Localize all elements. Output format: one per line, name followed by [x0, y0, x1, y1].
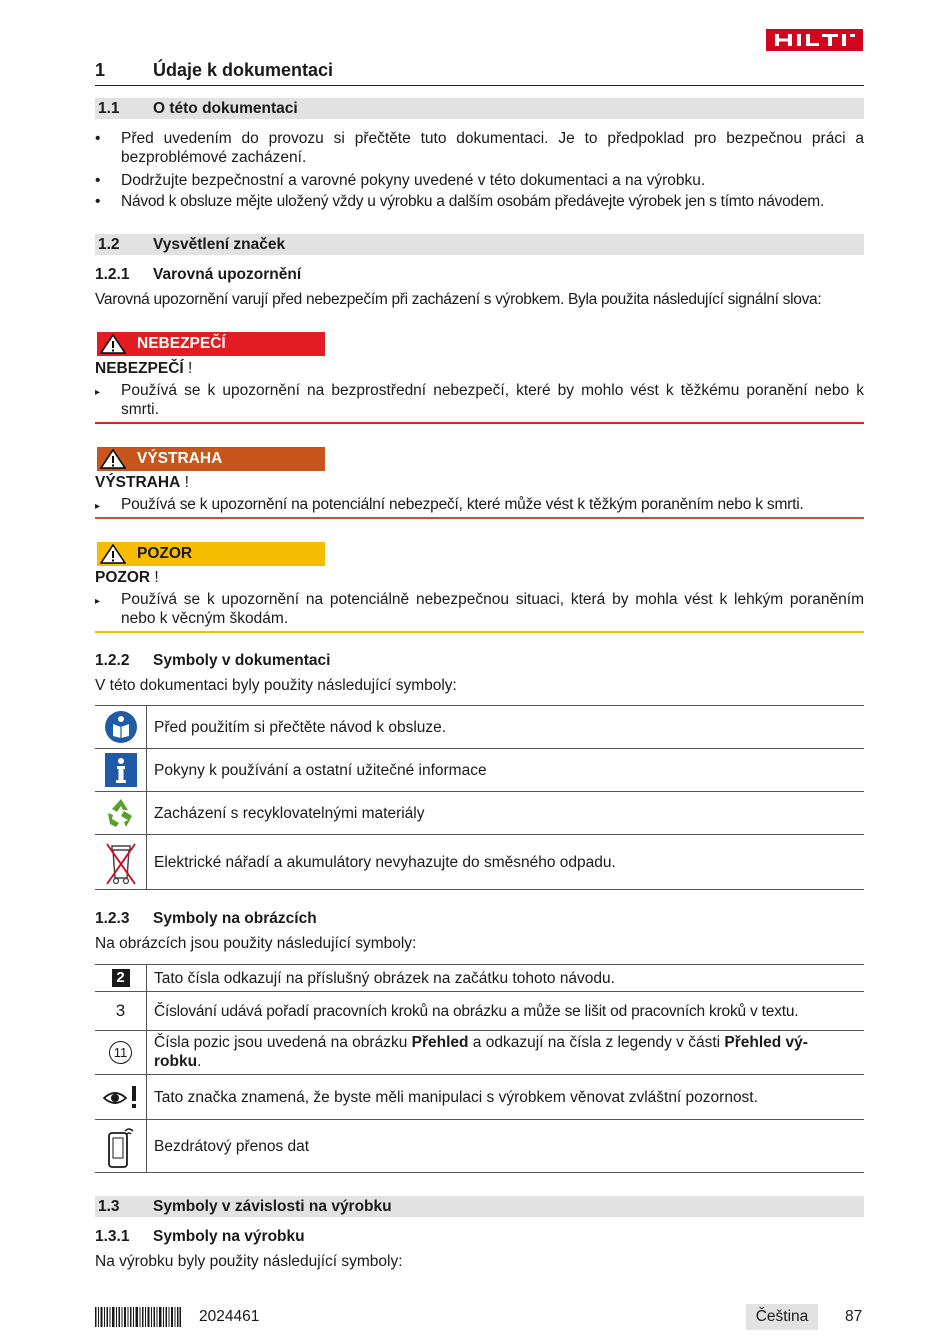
table-row	[95, 1030, 864, 1074]
table-cell-text	[154, 1031, 844, 1074]
page-number: 87	[845, 1308, 863, 1325]
subsection-heading-1-3-1	[95, 1227, 864, 1247]
signal-divider-warning	[95, 517, 864, 519]
table-row	[95, 1119, 864, 1173]
table-row	[95, 991, 864, 1030]
signal-suffix: !	[183, 360, 193, 377]
chapter-heading	[95, 60, 864, 86]
signal-word-line	[95, 568, 864, 587]
barcode-icon	[95, 1307, 181, 1327]
step-number: 3	[115, 1001, 126, 1020]
position-number-cell	[95, 1031, 147, 1074]
table-cell-text: Před použitím si přečtěte návod k obsluze.	[154, 718, 447, 736]
warning-triangle-icon	[100, 544, 126, 564]
intro-text: Varovná upozornění varují před nebezpečím při zacházení s výrobkem. Byla použita následující signální slova:	[95, 291, 822, 308]
warning-triangle-icon	[100, 334, 126, 354]
intro-text: Na výrobku byly použity následující symboly:	[95, 1253, 403, 1270]
arrow-bullet: ▸	[95, 596, 101, 607]
wireless-transfer-icon	[95, 1120, 147, 1173]
subsection-heading-1-2-3	[95, 909, 864, 929]
subsection-heading-1-2-1	[95, 265, 864, 285]
signal-description	[95, 495, 864, 514]
table-bottom-border	[95, 1172, 864, 1173]
subsection-number: 1.2.3	[95, 910, 130, 927]
signal-word: NEBEZPEČÍ	[95, 360, 184, 377]
arrow-bullet: ▸	[95, 387, 101, 398]
section-number: 1.3	[98, 1198, 120, 1215]
list-item	[95, 192, 864, 211]
recycling-icon	[95, 792, 147, 834]
warning-triangle-icon	[100, 449, 126, 469]
chapter-number: 1	[95, 60, 106, 80]
subsection-number: 1.2.2	[95, 652, 130, 669]
symbols-table-figures	[95, 964, 864, 1172]
signal-description-text: Používá se k upozornění na bezprostřední nebezpečí, které by mohlo vést k těžkému poranění nebo k smrti.	[121, 382, 864, 418]
list-item	[95, 129, 864, 167]
table-row	[95, 834, 864, 890]
list-item-text: Před uvedením do provozu si přečtěte tuto dokumentaci. Je to předpoklad pro bezpečnou práci a bezproblémové zacházení.	[121, 130, 864, 166]
list-item-text: Návod k obsluze mějte uložený vždy u výrobku a dalším osobám předávejte výrobek jen s tímto návodem.	[121, 193, 825, 210]
intro-text: Na obrázcích jsou použity následující symboly:	[95, 935, 417, 952]
crossed-bin-icon	[95, 835, 147, 890]
symbols-table-documentation	[95, 705, 864, 889]
section-title: O této dokumentaci	[153, 100, 298, 117]
subsection-title: Symboly na výrobku	[153, 1228, 305, 1245]
text-run: a odkazují na čísla z legendy v části	[468, 1034, 725, 1051]
list-item-text: Dodržujte bezpečnostní a varovné pokyny uvedené v této dokumentaci a na výrobku.	[121, 172, 706, 189]
signal-label-warning	[97, 447, 325, 471]
section-title: Symboly v závislosti na výrobku	[153, 1198, 392, 1215]
signal-label-caution	[97, 542, 325, 566]
table-bottom-border	[95, 889, 864, 890]
position-number-circle: 11	[109, 1041, 132, 1064]
signal-label-text: NEBEZPEČÍ	[137, 335, 226, 352]
signal-label-text: POZOR	[137, 545, 193, 562]
bullet: •	[95, 130, 101, 147]
bold-term: Přehled vý-	[724, 1034, 808, 1051]
section-heading-1-3	[95, 1196, 864, 1217]
table-cell-text: Číslování udává pořadí pracovních kroků na obrázku a může se lišit od pracovních kroků v textu.	[154, 1002, 799, 1020]
table-row	[95, 705, 864, 748]
arrow-bullet: ▸	[95, 501, 101, 512]
section-heading-1-1	[95, 98, 864, 119]
signal-divider-caution	[95, 631, 864, 633]
chapter-title: Údaje k dokumentaci	[153, 60, 334, 80]
list-item	[95, 171, 864, 190]
figure-number-cell	[95, 965, 147, 991]
table-cell-text: Zacházení s recyklovatelnými materiály	[154, 804, 425, 822]
info-icon	[95, 749, 147, 791]
step-number-cell	[95, 992, 147, 1030]
table-cell-text: Tato značka znamená, že byste měli manipulaci s výrobkem věnovat zvláštní pozornost.	[154, 1088, 758, 1106]
text-run: Čísla pozic jsou uvedená na obrázku	[154, 1034, 412, 1051]
attention-eye-icon	[95, 1075, 147, 1119]
subsection-number: 1.2.1	[95, 266, 130, 283]
text-run: .	[197, 1053, 202, 1070]
table-row	[95, 791, 864, 834]
table-cell-text: Elektrické nářadí a akumulátory nevyhazujte do směsného odpadu.	[154, 854, 616, 871]
table-row	[95, 964, 864, 991]
table-row	[95, 748, 864, 791]
table-cell-text: Tato čísla odkazují na příslušný obrázek na začátku tohoto návodu.	[154, 969, 615, 987]
section-title: Vysvětlení značek	[153, 236, 286, 253]
signal-word: POZOR	[95, 569, 151, 586]
signal-suffix: !	[150, 569, 159, 586]
bullet: •	[95, 193, 101, 210]
table-cell-text: Bezdrátový přenos dat	[154, 1138, 310, 1155]
signal-description-text: Používá se k upozornění na potenciální nebezpečí, které může vést k těžkým poraněním nebo k smrti.	[121, 496, 804, 513]
document-number: 2024461	[199, 1308, 260, 1325]
bullet: •	[95, 172, 101, 189]
bold-term: robku	[154, 1053, 198, 1070]
intro-text: V této dokumentaci byly použity následující symboly:	[95, 677, 457, 694]
table-row	[95, 1074, 864, 1119]
figure-number-badge: 2	[112, 969, 130, 987]
signal-word-line	[95, 359, 864, 378]
subsection-title: Varovná upozornění	[153, 266, 302, 283]
subsection-number: 1.3.1	[95, 1228, 130, 1245]
signal-label-danger	[97, 332, 325, 356]
section-heading-1-2	[95, 234, 864, 255]
bold-term: Přehled	[411, 1034, 469, 1051]
signal-word-line	[95, 473, 864, 492]
signal-label-text: VÝSTRAHA	[137, 450, 223, 467]
signal-description	[95, 381, 864, 419]
signal-description	[95, 590, 864, 628]
signal-suffix: !	[180, 474, 189, 491]
signal-divider-danger	[95, 422, 864, 424]
section-number: 1.2	[98, 236, 120, 253]
subsection-title: Symboly na obrázcích	[153, 910, 317, 927]
subsection-heading-1-2-2	[95, 651, 864, 671]
hilti-logo	[766, 29, 863, 51]
language-label: Čeština	[746, 1304, 818, 1330]
signal-description-text: Používá se k upozornění na potenciálně nebezpečnou situaci, která by mohla vést k lehkým poraněním nebo k věcným škodám.	[121, 591, 864, 627]
signal-word: VÝSTRAHA	[95, 474, 181, 491]
table-cell-text: Pokyny k používání a ostatní užitečné informace	[154, 761, 487, 779]
read-manual-icon	[95, 706, 147, 748]
section-number: 1.1	[98, 100, 120, 117]
subsection-title: Symboly v dokumentaci	[153, 652, 331, 669]
